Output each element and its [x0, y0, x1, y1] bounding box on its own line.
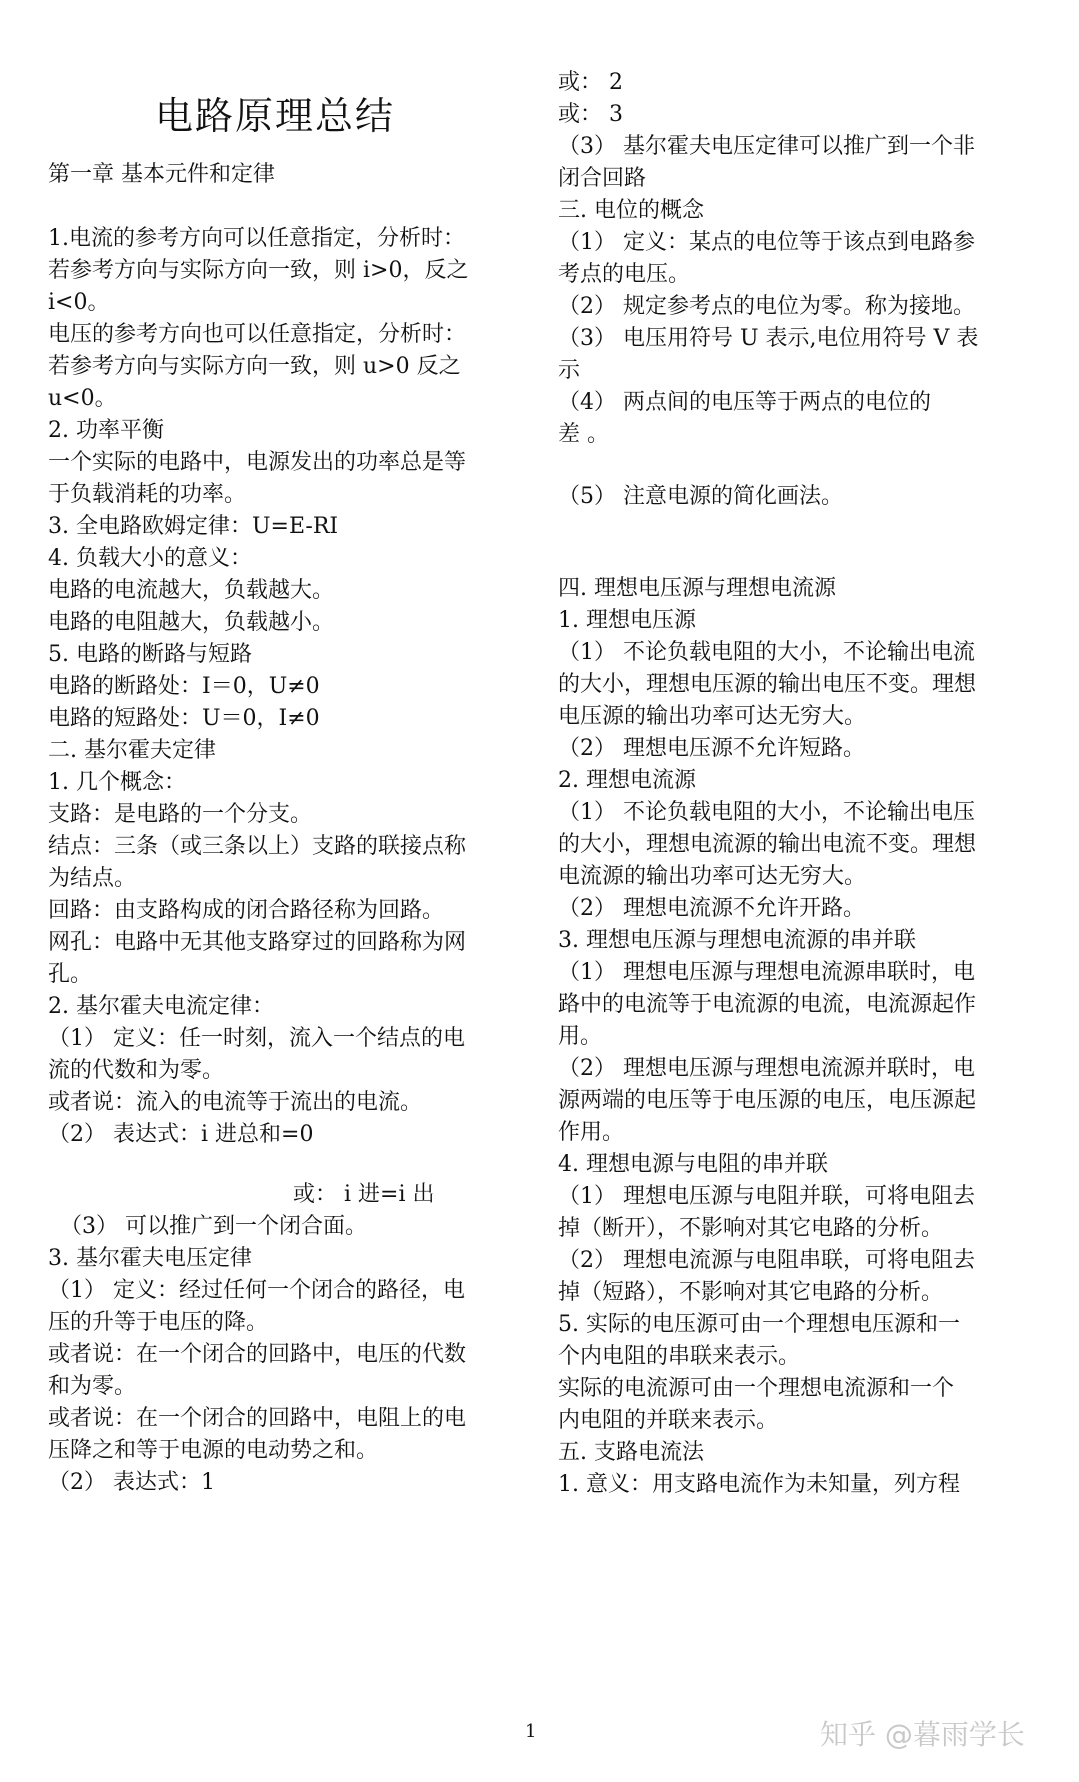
- section-heading: 2. 基尔霍夫电流定律：: [48, 994, 274, 1019]
- text-line: 支路：是电路的一个分支。: [48, 802, 313, 827]
- section-heading: 1. 几个概念：: [48, 770, 186, 795]
- section-heading: 3. 基尔霍夫电压定律: [48, 1246, 252, 1271]
- section-heading: 1. 理想电压源: [558, 608, 696, 633]
- text-line: （5） 注意电源的简化画法。: [558, 484, 843, 509]
- text-line: （3） 可以推广到一个闭合面。: [60, 1214, 367, 1239]
- chapter-heading: 第一章 基本元件和定律: [48, 162, 275, 187]
- text-line: 于负载消耗的功率。: [48, 482, 247, 507]
- section-heading: 3. 理想电压源与理想电流源的串并联: [558, 928, 916, 953]
- text-line: 回路：由支路构成的闭合路径称为回路。: [48, 898, 445, 923]
- text-line: （1） 定义：经过任何一个闭合的路径，电: [48, 1278, 465, 1303]
- section-heading: 三. 电位的概念: [558, 198, 704, 223]
- text-line: （1） 理想电压源与电阻并联，可将电阻去: [558, 1184, 975, 1209]
- text-line: 或： 3: [558, 102, 623, 127]
- text-line: 闭合回路: [558, 166, 647, 191]
- text-line: u<0。: [48, 386, 117, 411]
- text-line: （3） 电压用符号 U 表示,电位用符号 V 表: [558, 326, 979, 351]
- text-line: 源两端的电压等于电压源的电压，电压源起: [558, 1088, 977, 1113]
- section-heading: 二. 基尔霍夫定律: [48, 738, 216, 763]
- page-number: 1: [525, 1721, 537, 1742]
- text-line: 实际的电流源可由一个理想电流源和一个: [558, 1376, 955, 1401]
- text-line: 或者说：在一个闭合的回路中，电阻上的电: [48, 1406, 467, 1431]
- text-line: （2） 表达式：1: [48, 1470, 215, 1495]
- text-line: （1） 定义：某点的电位等于该点到电路参: [558, 230, 975, 255]
- text-line: （2） 理想电流源不允许开路。: [558, 896, 865, 921]
- text-line: 差 。: [558, 422, 609, 447]
- text-line: （2） 理想电流源与电阻串联，可将电阻去: [558, 1248, 975, 1273]
- text-line: 电压的参考方向也可以任意指定，分析时：: [48, 322, 467, 347]
- text-line: i<0。: [48, 290, 110, 315]
- text-line: 的大小，理想电压源的输出电压不变。理想: [558, 672, 977, 697]
- text-line: 1. 意义：用支路电流作为未知量，列方程: [558, 1472, 960, 1497]
- text-line: 用。: [558, 1024, 603, 1049]
- text-line: 示: [558, 358, 581, 383]
- text-line: 电路的电流越大，负载越大。: [48, 578, 335, 603]
- text-line: （1） 不论负载电阻的大小，不论输出电流: [558, 640, 975, 665]
- text-line: 网孔：电路中无其他支路穿过的回路称为网: [48, 930, 467, 955]
- text-line: （2） 规定参考点的电位为零。称为接地。: [558, 294, 975, 319]
- page-title: 电路原理总结: [155, 94, 396, 138]
- text-line: 路中的电流等于电流源的电流，电流源起作: [558, 992, 977, 1017]
- text-line: （4） 两点间的电压等于两点的电位的: [558, 390, 931, 415]
- text-line: 为结点。: [48, 866, 137, 891]
- text-line: 的大小，理想电流源的输出电流不变。理想: [558, 832, 977, 857]
- text-line: 压降之和等于电源的电动势之和。: [48, 1438, 379, 1463]
- text-line: （1） 定义：任一时刻，流入一个结点的电: [48, 1026, 465, 1051]
- text-line: 或： 2: [558, 70, 623, 95]
- text-line: 1.电流的参考方向可以任意指定，分析时：: [48, 226, 465, 251]
- section-heading: 五. 支路电流法: [558, 1440, 704, 1465]
- text-line: 作用。: [558, 1120, 625, 1145]
- section-heading: 5. 电路的断路与短路: [48, 642, 252, 667]
- text-line: （2） 理想电压源与理想电流源并联时，电: [558, 1056, 975, 1081]
- section-heading: 3. 全电路欧姆定律：U=E-RI: [48, 514, 339, 539]
- watermark: 知乎 @暮雨学长: [820, 1718, 1025, 1751]
- text-line: 电路的短路处：U＝0，I≠0: [48, 706, 320, 731]
- text-line: （3） 基尔霍夫电压定律可以推广到一个非: [558, 134, 975, 159]
- text-line: 若参考方向与实际方向一致，则 u>0 反之: [48, 354, 461, 379]
- text-line: 或者说：流入的电流等于流出的电流。: [48, 1090, 423, 1115]
- text-line: （2） 理想电压源不允许短路。: [558, 736, 865, 761]
- text-line: 和为零。: [48, 1374, 137, 1399]
- text-line: 个内电阻的串联来表示。: [558, 1344, 801, 1369]
- section-heading: 4. 负载大小的意义：: [48, 546, 252, 571]
- text-line: （1） 不论负载电阻的大小，不论输出电压: [558, 800, 975, 825]
- text-line: 孔。: [48, 962, 93, 987]
- text-line: 若参考方向与实际方向一致，则 i>0，反之: [48, 258, 469, 283]
- section-heading: 2. 理想电流源: [558, 768, 696, 793]
- text-line: （2） 表达式：i 进总和=0: [48, 1122, 314, 1147]
- text-line: 压的升等于电压的降。: [48, 1310, 269, 1335]
- section-heading: 2. 功率平衡: [48, 418, 164, 443]
- text-line: 电路的电阻越大，负载越小。: [48, 610, 335, 635]
- text-line: 结点：三条（或三条以上）支路的联接点称: [48, 834, 467, 859]
- text-line: 电流源的输出功率可达无穷大。: [558, 864, 867, 889]
- text-line: 掉（断开），不影响对其它电路的分析。: [558, 1216, 944, 1241]
- text-line: （1） 理想电压源与理想电流源串联时，电: [558, 960, 975, 985]
- section-heading: 四. 理想电压源与理想电流源: [558, 576, 836, 601]
- text-line: 电压源的输出功率可达无穷大。: [558, 704, 867, 729]
- text-line: 电路的断路处：I＝0，U≠0: [48, 674, 320, 699]
- text-line: 考点的电压。: [558, 262, 691, 287]
- text-line: 或者说：在一个闭合的回路中，电压的代数: [48, 1342, 467, 1367]
- formula-line: 或： i 进=i 出: [293, 1182, 435, 1207]
- text-line: 流的代数和为零。: [48, 1058, 225, 1083]
- text-line: 内电阻的并联来表示。: [558, 1408, 779, 1433]
- text-line: 5. 实际的电压源可由一个理想电压源和一: [558, 1312, 960, 1337]
- text-line: 一个实际的电路中，电源发出的功率总是等: [48, 450, 467, 475]
- text-line: 掉（短路），不影响对其它电路的分析。: [558, 1280, 944, 1305]
- section-heading: 4. 理想电源与电阻的串并联: [558, 1152, 828, 1177]
